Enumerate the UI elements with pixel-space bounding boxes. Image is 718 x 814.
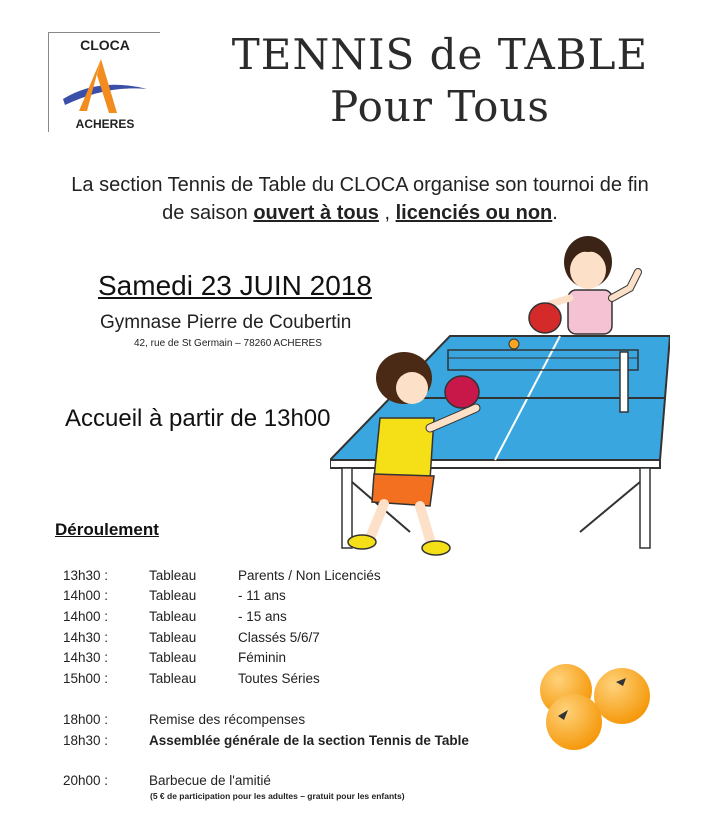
schedule-category: Toutes Séries: [238, 671, 320, 686]
ping-pong-players-illustration: [330, 232, 670, 562]
logo-emblem-icon: [59, 55, 151, 117]
cloca-logo: [48, 32, 160, 132]
schedule-type: Tableau: [149, 609, 197, 624]
event-text: Barbecue de l'amitié: [149, 773, 271, 788]
logo-bottom-text: ACHERES: [75, 117, 135, 131]
schedule-category: Parents / Non Licenciés: [238, 568, 381, 583]
schedule-type: Tableau: [149, 650, 197, 665]
schedule-time: 14h30 :: [63, 650, 109, 665]
event-date: Samedi 23 JUIN 2018: [98, 270, 372, 301]
licensed-or-not: licenciés ou non: [395, 202, 553, 224]
schedule-type: Tableau: [149, 630, 197, 645]
schedule-time: 14h00 :: [63, 609, 109, 624]
schedule-time: 14h30 :: [63, 630, 109, 645]
schedule-category: Classés 5/6/7: [238, 630, 320, 645]
event-address: 42, rue de St Germain – 78260 ACHERES: [134, 338, 322, 349]
schedule-type: Tableau: [149, 588, 197, 603]
schedule-type: Tableau: [149, 568, 197, 583]
schedule-time: 15h00 :: [63, 671, 109, 686]
open-to-all: ouvert à tous: [253, 202, 379, 224]
event-text: Assemblée générale de la section Tennis de Table: [149, 733, 469, 748]
event-time: 20h00 :: [63, 773, 109, 788]
page-title-line2: Pour Tous: [330, 82, 550, 131]
page-title-line1: TENNIS de TABLE: [231, 30, 649, 79]
girl-player-icon: [529, 236, 638, 334]
logo-top-text: CLOCA: [80, 37, 130, 53]
intro-end: .: [552, 202, 558, 224]
intro-sep: ,: [378, 202, 396, 224]
schedule-heading: Déroulement: [55, 520, 159, 539]
intro-line1: La section Tennis de Table du CLOCA organise son tournoi de fin: [71, 174, 649, 196]
schedule-category: - 11 ans: [238, 588, 286, 603]
intro-line2: [20, 202, 700, 225]
schedule-category: - 15 ans: [238, 609, 287, 624]
bbq-price-note: (5 € de participation pour les adultes – gratuit pour les enfants): [150, 791, 405, 801]
event-venue: Gymnase Pierre de Coubertin: [100, 312, 352, 333]
ping-pong-balls-icon: [536, 660, 656, 755]
schedule-time: 14h00 :: [63, 588, 109, 603]
event-text: Remise des récompenses: [149, 712, 306, 727]
schedule-category: Féminin: [238, 650, 287, 665]
event-time: 18h00 :: [63, 712, 109, 727]
event-time: 18h30 :: [63, 733, 109, 748]
schedule-type: Tableau: [149, 671, 197, 686]
schedule-time: 13h30 :: [63, 568, 109, 583]
welcome-time: Accueil à partir de 13h00: [65, 405, 331, 432]
intro-prefix: de saison: [162, 202, 254, 224]
